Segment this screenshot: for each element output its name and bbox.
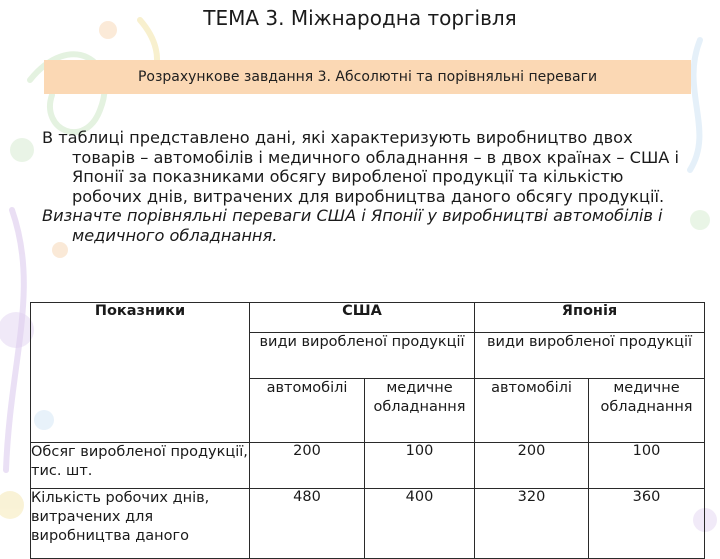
- data-table: [30, 302, 705, 559]
- product-header-cars: автомобілі: [475, 379, 589, 443]
- table-cell: 320: [475, 489, 589, 559]
- slide-title: ТЕМА 3. Міжнародна торгівля: [203, 6, 517, 30]
- swirl-decoration: [690, 40, 700, 170]
- intro-paragraph: В таблиці представлено дані, які характеризують виробництво двох товарів – автомобілів і медичного обладнання – в двох країнах – США і Японії за показниками обсягу виробленої продукції та кількістю робочих днів, витрачених для виробництва даного обсягу продукції.: [42, 128, 679, 206]
- bubble-decoration: [690, 210, 710, 230]
- country-header-japan: Японія: [475, 303, 705, 333]
- product-header-medical: медичне обладнання: [589, 379, 705, 443]
- table-row: [31, 489, 705, 559]
- row-label: Обсяг виробленої продукції, тис. шт.: [31, 443, 250, 489]
- table-cell: 200: [475, 443, 589, 489]
- product-header-medical: медичне обладнання: [365, 379, 475, 443]
- bubble-decoration: [0, 491, 24, 519]
- row-label: Кількість робочих днів, витрачених для виробництва даного: [31, 489, 250, 559]
- table-cell: 100: [589, 443, 705, 489]
- table-cell: 360: [589, 489, 705, 559]
- kinds-header-usa: види виробленої продукції: [250, 333, 475, 379]
- table-cell: 100: [365, 443, 475, 489]
- country-header-usa: США: [250, 303, 475, 333]
- task-paragraph: Визначте порівняльні переваги США і Японії у виробництві автомобілів і медичного обладнання.: [42, 206, 663, 245]
- indicators-header: Показники: [31, 303, 250, 443]
- bubble-decoration: [0, 312, 34, 348]
- table-cell: 400: [365, 489, 475, 559]
- table-row: [31, 443, 705, 489]
- kinds-header-japan: види виробленої продукції: [475, 333, 705, 379]
- task-banner: Розрахункове завдання 3. Абсолютні та порівняльні переваги: [44, 60, 691, 94]
- table-cell: 200: [250, 443, 365, 489]
- product-header-cars: автомобілі: [250, 379, 365, 443]
- intro-text-block: [42, 128, 682, 246]
- bubble-decoration: [10, 138, 34, 162]
- table-cell: 480: [250, 489, 365, 559]
